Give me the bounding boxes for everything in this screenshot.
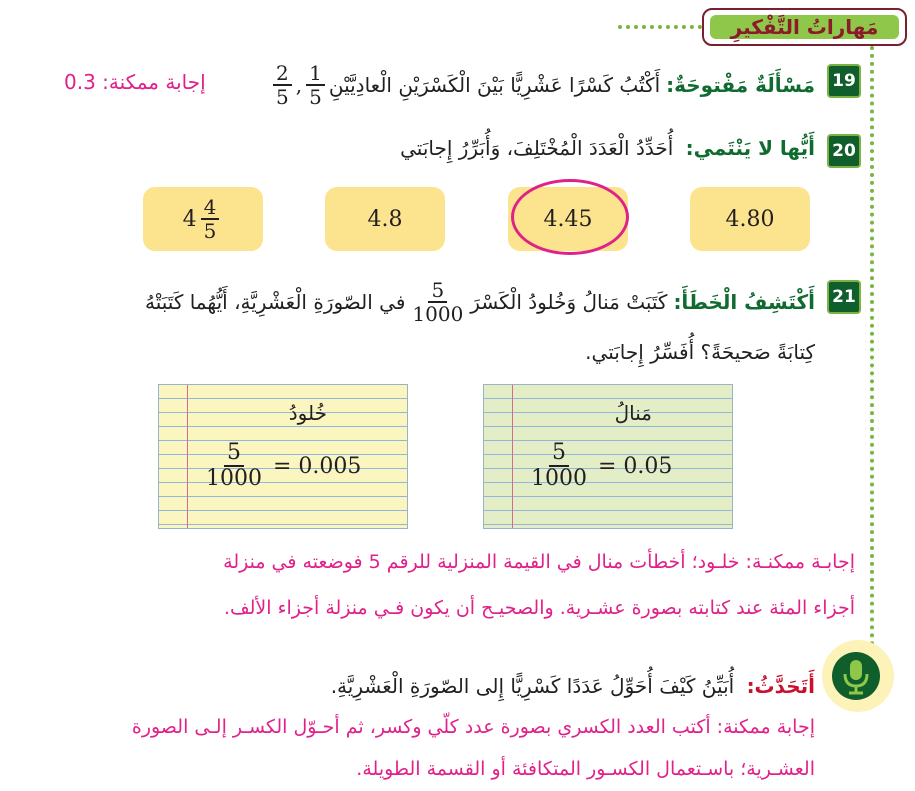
question-20-line (400, 136, 815, 160)
fraction-5-over-1000: $\frac{5}{1000}$ (412, 278, 464, 326)
note-fraction-kholoud: $\frac{5}{1000}$ (206, 440, 262, 492)
question-21-answer-line-2: أجزاء المئة عند كتابته بصورة عشـرية. والصحيـح أن يكون فـي منزلة أجزاء الألف. (223, 597, 855, 619)
note-equation-kholoud (199, 441, 361, 491)
question-number-20: 20 (827, 134, 861, 168)
note-name-manal: مَنالُ (614, 401, 652, 425)
mixed-fraction: $\frac{4}{5}$ (201, 196, 220, 242)
note-equation-manal (524, 441, 672, 491)
talk-lead: أَتَحَدَّثُ: (746, 674, 815, 698)
question-19-lead: مَسْأَلَةٌ مَفْتوحَةٌ: (666, 73, 815, 97)
question-21-answer-line-1: إجابـة ممكنـة: خلـود؛ أخطأت منال في القيمة المنزلية للرقم 5 فوضعته في منزلة (223, 551, 855, 573)
note-result-kholoud: = 0.005 (273, 453, 362, 479)
section-title: مَهاراتُ التَّفْكيرِ (730, 15, 879, 39)
question-21-text-part2: في الصّورَةِ الْعَشْرِيَّةِ، أَيُّهُما كَتَبَتْهُ (145, 290, 406, 314)
fraction-one-fifth: $\frac{1}{5}$ (306, 62, 325, 108)
answer-circle-mark (511, 179, 629, 255)
question-21-text-part1: كَتَبَتْ مَنالُ وَخُلودُ الْكَسْرَ (470, 290, 668, 314)
microphone-icon (826, 646, 886, 706)
section-header-fill (710, 15, 899, 39)
question-19-text: أَكْتُبُ كَسْرًا عَشْرِيًّا بَيْنَ الْكَسْرَيْنِ الْعادِيَّيْنِ (328, 73, 661, 97)
question-20-lead: أَيُّها لا يَنْتَمي: (685, 136, 815, 160)
question-number-19: 19 (827, 64, 861, 98)
talk-answer-line-2: العشـرية؛ باسـتعمال الكسـور المتكافئة أو القسمة الطويلة. (356, 758, 815, 780)
notebook-note-manal (483, 384, 733, 529)
question-19-line (269, 60, 815, 110)
note-fraction-manal: $\frac{5}{1000}$ (531, 440, 587, 492)
note-margin-line (187, 385, 188, 528)
dotted-rule-vertical (870, 46, 874, 646)
fraction-two-fifths: $\frac{2}{5}$ (273, 62, 292, 108)
note-name-kholoud: خُلودُ (288, 401, 327, 425)
talk-text: أُبَيِّنُ كَيْفَ أُحَوِّلُ عَدَدًا كَسْرِيًّا إِلى الصّورَةِ الْعَشْرِيَّةِ. (330, 674, 735, 698)
option-card-mixed-number: 4 $\frac{4}{5}$ (143, 187, 263, 251)
question-number-21: 21 (827, 280, 861, 314)
option-card-4-8: 4.8 (325, 187, 445, 251)
notebook-note-kholoud (158, 384, 408, 529)
question-19-answer: إجابة ممكنة: 0.3 (64, 70, 206, 94)
talk-answer-line-1: إجابة ممكنة: أكتب العدد الكسري بصورة عدد كلّي وكسر، ثم أحـوّل الكسـر إلـى الصورة (131, 716, 815, 738)
dotted-rule-horizontal (618, 25, 702, 29)
question-20-text: أُحَدِّدُ الْعَدَدَ الْمُخْتَلِفَ، وَأُبَرِّرُ إِجابَتي (400, 136, 674, 160)
section-header-tab (702, 8, 907, 46)
option-card-4-80: 4.80 (690, 187, 810, 251)
question-21-lead: أَكْتَشِفُ الْخَطَأَ: (673, 290, 815, 314)
talk-line (331, 674, 815, 698)
note-result-manal: = 0.05 (598, 453, 673, 479)
question-21-line-1 (145, 272, 815, 332)
fraction-separator: , (295, 73, 303, 97)
question-21-line-2: كِتابَةً صَحيحَةً؟ أُفَسِّرُ إِجابَتي. (585, 340, 815, 364)
option-card-4-45: 4.45 (508, 187, 628, 251)
note-margin-line (512, 385, 513, 528)
